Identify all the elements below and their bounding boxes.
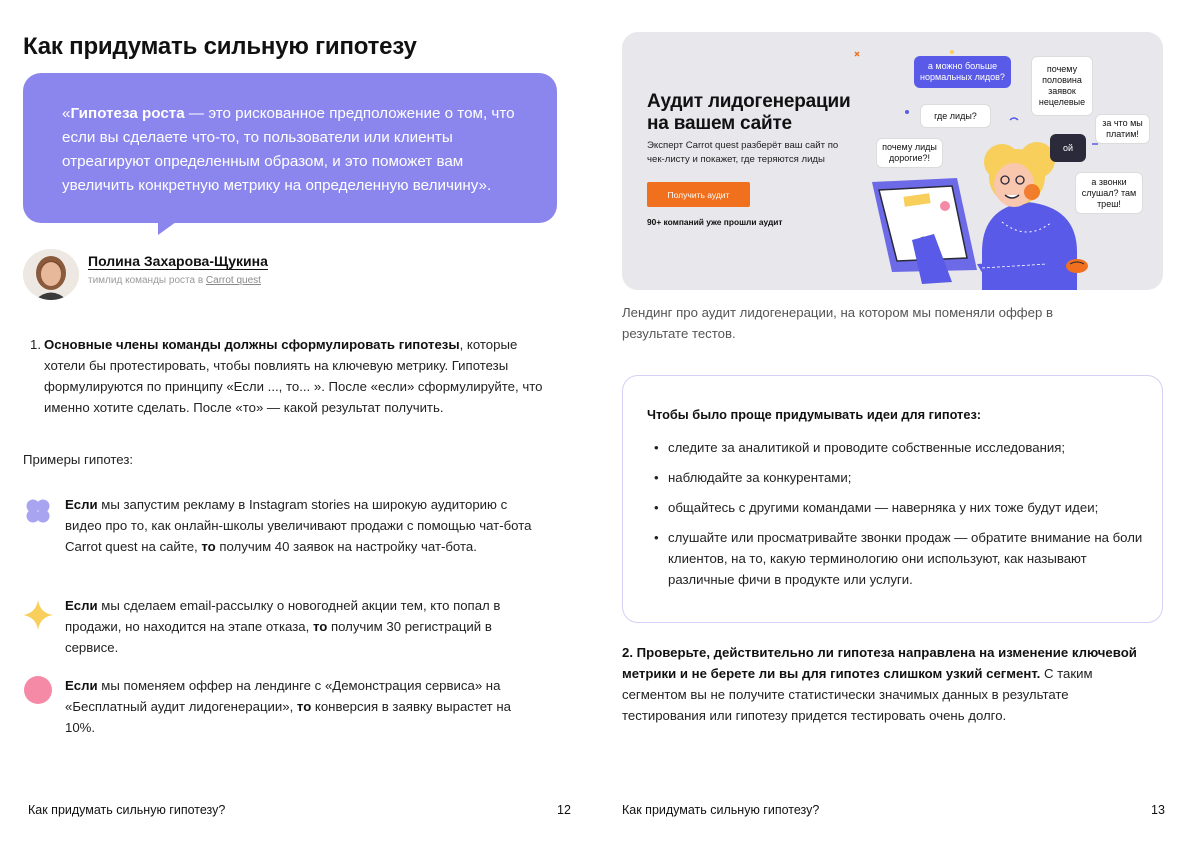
page-number-right: 13	[1151, 803, 1165, 817]
bubble-listen-calls: а звонки слушал? там треш!	[1075, 172, 1143, 214]
avatar	[23, 249, 79, 300]
step-2: 2. Проверьте, действительно ли гипотеза направлена на изменение ключевой метрики и не берете ли вы для гипотез слишком узкий сегмент. С таким сегментом вы не получите статистически значимых данных в результате тестирования или гипотезу придется тестировать очень долго.	[622, 645, 1137, 723]
bubble-half-requests: почему половина заявок нецелевые	[1031, 56, 1093, 116]
step-1	[30, 334, 550, 418]
bubble-leads-expensive: почему лиды дорогие?!	[876, 138, 943, 168]
quote-tail	[158, 222, 176, 235]
step-1-text: Основные члены команды должны сформулировать гипотезы, которые хотели бы протестировать, чтобы повлиять на ключевую метрику. Гипотезы формулируются по принципу «Если ..., то... ». После «если» сформулируйте, что именно хотите сделать. После «то» — какой результат получить.	[44, 337, 543, 415]
banner-caption: Лендинг про аудит лидогенерации, на котором мы поменяли оффер в результате тестов.	[622, 305, 1053, 341]
page-title: Как придумать сильную гипотезу	[23, 33, 417, 60]
banner-title: Аудит лидогенерации на вашем сайте	[647, 91, 851, 134]
author-role: тимлид команды роста в Carrot quest	[88, 275, 261, 286]
example-3: Если мы поменяем оффер на лендинге с «Демонстрация сервиса» на «Бесплатный аудит лидогенерации», то конверсия в заявку вырастет на 10%.	[65, 678, 511, 735]
example-2: Если мы сделаем email-рассылку о новогодней акции тем, кто попал в продажи, но находится на этапе отказа, то получим 30 регистраций в сервисе.	[65, 598, 501, 655]
list-item: • общайтесь с другими командами — наверняка у них тоже будут идеи;	[654, 497, 1144, 518]
banner-subtitle: Эксперт Carrot quest разберёт ваш сайт по чек-листу и покажет, где теряются лиды	[647, 140, 839, 165]
quote-bubble	[23, 73, 557, 223]
sparkle-icon	[23, 600, 53, 630]
list-item: • слушайте или просматривайте звонки продаж — обратите внимание на боли клиентов, на то, какую терминологию они используют, как называют различные фичи в продукте или услуги.	[654, 527, 1144, 590]
step-1-number: 1.	[30, 337, 41, 352]
bubble-where-leads: где лиды?	[920, 104, 991, 128]
list-item: • наблюдайте за конкурентами;	[654, 467, 1144, 488]
bubble-oops: ой	[1050, 134, 1086, 162]
circle-icon	[23, 675, 53, 705]
banner-note: 90+ компаний уже прошли аудит	[647, 217, 783, 227]
examples-label: Примеры гипотез:	[23, 452, 134, 467]
author-name[interactable]: Полина Захарова-Щукина	[88, 253, 268, 269]
list-item: • следите за аналитикой и проводите собственные исследования;	[654, 437, 1144, 458]
company-link[interactable]: Carrot quest	[205, 275, 261, 286]
footer-title-left: Как придумать сильную гипотезу?	[28, 803, 226, 817]
tips-list	[654, 437, 1144, 599]
example-1: Если мы запустим рекламу в Instagram stories на широкую аудиторию с видео про то, как онлайн-школы увеличивают продажи с помощью чат-бота Carrot quest на сайте, то получим 40 заявок на настройку чат-бота.	[65, 497, 532, 554]
landing-banner	[622, 32, 1163, 290]
get-audit-button[interactable]: Получить аудит	[647, 182, 750, 207]
quote-text: «Гипотеза роста — это рискованное предположение о том, что если вы сделаете что-то, то пользователи или клиенты отреагируют определенным образом, и это поможет вам увеличить конкретную метрику на определенную величину».	[62, 105, 515, 194]
clover-icon	[23, 496, 53, 526]
tips-box	[622, 375, 1163, 623]
quote-term: Гипотеза роста	[70, 105, 185, 122]
bubble-what-we-pay: за что мы платим!	[1095, 114, 1150, 144]
avatar-portrait-icon	[23, 249, 79, 300]
bubble-more-leads: а можно больше нормальных лидов?	[914, 56, 1011, 88]
footer-title-right: Как придумать сильную гипотезу?	[622, 803, 820, 817]
tips-title: Чтобы было проще придумывать идеи для гипотез:	[647, 407, 982, 422]
page-number-left: 12	[557, 803, 571, 817]
